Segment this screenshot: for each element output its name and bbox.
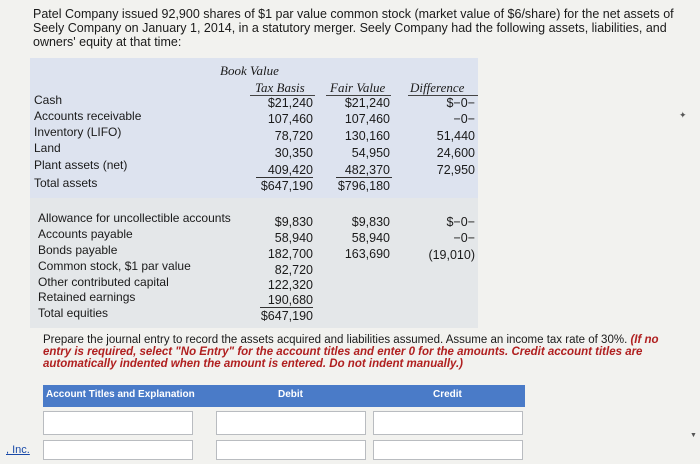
- asset-fair-value: 107,460: [344, 112, 390, 126]
- credit-header: Credit: [433, 389, 462, 400]
- equity-label: Common stock, $1 par value: [38, 259, 191, 273]
- liability-fair-value: 163,690: [344, 247, 390, 261]
- prompt-instructions: (If no entry is required, select "No Entry" for the account titles and enter 0 for the amounts. Credit account titles are automatically indented when the amount is entered. Do not indent manually.): [43, 334, 659, 370]
- account-title-input[interactable]: [43, 440, 193, 460]
- liability-fair-value: $9,830: [351, 215, 390, 229]
- equity-tax-value: 190,680: [267, 293, 313, 307]
- tax-basis-header: Tax Basis: [255, 80, 305, 95]
- difference-header: Difference: [410, 80, 465, 95]
- liability-tax-value: 182,700: [267, 247, 313, 261]
- debit-header: Debit: [278, 389, 303, 400]
- equity-label: Retained earnings: [38, 290, 136, 304]
- prompt-text: Prepare the journal entry to record the assets acquired and liabilities assumed. Assume an income tax rate of 30%.: [43, 334, 628, 346]
- tax-subtotal-line: [256, 177, 313, 178]
- fair-subtotal-line: [336, 177, 392, 178]
- asset-difference: $−0−: [446, 96, 475, 110]
- asset-difference: 51,440: [436, 129, 475, 143]
- asset-tax-value: 78,720: [274, 129, 313, 143]
- asset-difference: −0−: [453, 112, 475, 126]
- equity-tax-value: 122,320: [267, 278, 313, 292]
- asset-label: Total assets: [34, 176, 98, 190]
- asset-label: Inventory (LIFO): [34, 125, 122, 139]
- asset-tax-value: 30,350: [274, 146, 313, 160]
- credit-input[interactable]: [373, 440, 523, 460]
- asset-label: Plant assets (net): [34, 158, 128, 172]
- equity-label: Other contributed capital: [38, 275, 169, 289]
- asset-tax-value: 409,420: [267, 163, 313, 177]
- debit-input[interactable]: [216, 411, 366, 435]
- problem-intro: Patel Company issued 92,900 shares of $1 par value common stock (market value of $6/share) for the net assets of Seely Company on January 1, 2014, in a statutory merger. Seely Company had the following assets, liabilities, and owners' equity at that time:: [33, 7, 674, 49]
- scroll-down-icon[interactable]: ▼: [690, 432, 697, 439]
- liability-label: Accounts payable: [38, 227, 133, 241]
- liability-difference: (19,010): [428, 248, 475, 262]
- asset-label: Cash: [34, 93, 63, 107]
- liability-tax-value: 58,940: [274, 231, 313, 245]
- asset-fair-value: 482,370: [344, 163, 390, 177]
- account-titles-header: Account Titles and Explanation: [46, 389, 195, 400]
- equity-tax-value: $647,190: [260, 309, 313, 323]
- cursor-icon: ✦: [679, 110, 687, 120]
- equity-subtotal-line: [260, 307, 313, 308]
- asset-label: Land: [34, 141, 61, 155]
- liability-fair-value: 58,940: [351, 231, 390, 245]
- equity-label: Total equities: [38, 306, 109, 320]
- liability-difference: $−0−: [446, 215, 475, 229]
- asset-difference: 72,950: [436, 163, 475, 177]
- book-value-header: Book Value: [220, 63, 279, 78]
- asset-fair-value: 54,950: [351, 146, 390, 160]
- equity-tax-value: 82,720: [274, 263, 313, 277]
- credit-input[interactable]: [373, 411, 523, 435]
- asset-tax-value: $647,190: [260, 179, 313, 193]
- problem-prompt: [43, 334, 683, 370]
- asset-tax-value: $21,240: [267, 96, 313, 110]
- asset-fair-value: $796,180: [337, 179, 390, 193]
- asset-fair-value: 130,160: [344, 129, 390, 143]
- footer-company-link[interactable]: , Inc.: [6, 444, 30, 456]
- journal-header: [43, 385, 525, 407]
- liability-label: Bonds payable: [38, 243, 118, 257]
- account-title-input[interactable]: [43, 411, 193, 435]
- debit-input[interactable]: [216, 440, 366, 460]
- data-table: [30, 58, 478, 328]
- asset-tax-value: 107,460: [267, 112, 313, 126]
- liability-difference: −0−: [453, 231, 475, 245]
- liability-label: Allowance for uncollectible accounts: [38, 211, 231, 225]
- asset-difference: 24,600: [436, 146, 475, 160]
- liability-tax-value: $9,830: [274, 215, 313, 229]
- asset-fair-value: $21,240: [344, 96, 390, 110]
- asset-label: Accounts receivable: [34, 109, 142, 123]
- fair-value-header: Fair Value: [330, 80, 386, 95]
